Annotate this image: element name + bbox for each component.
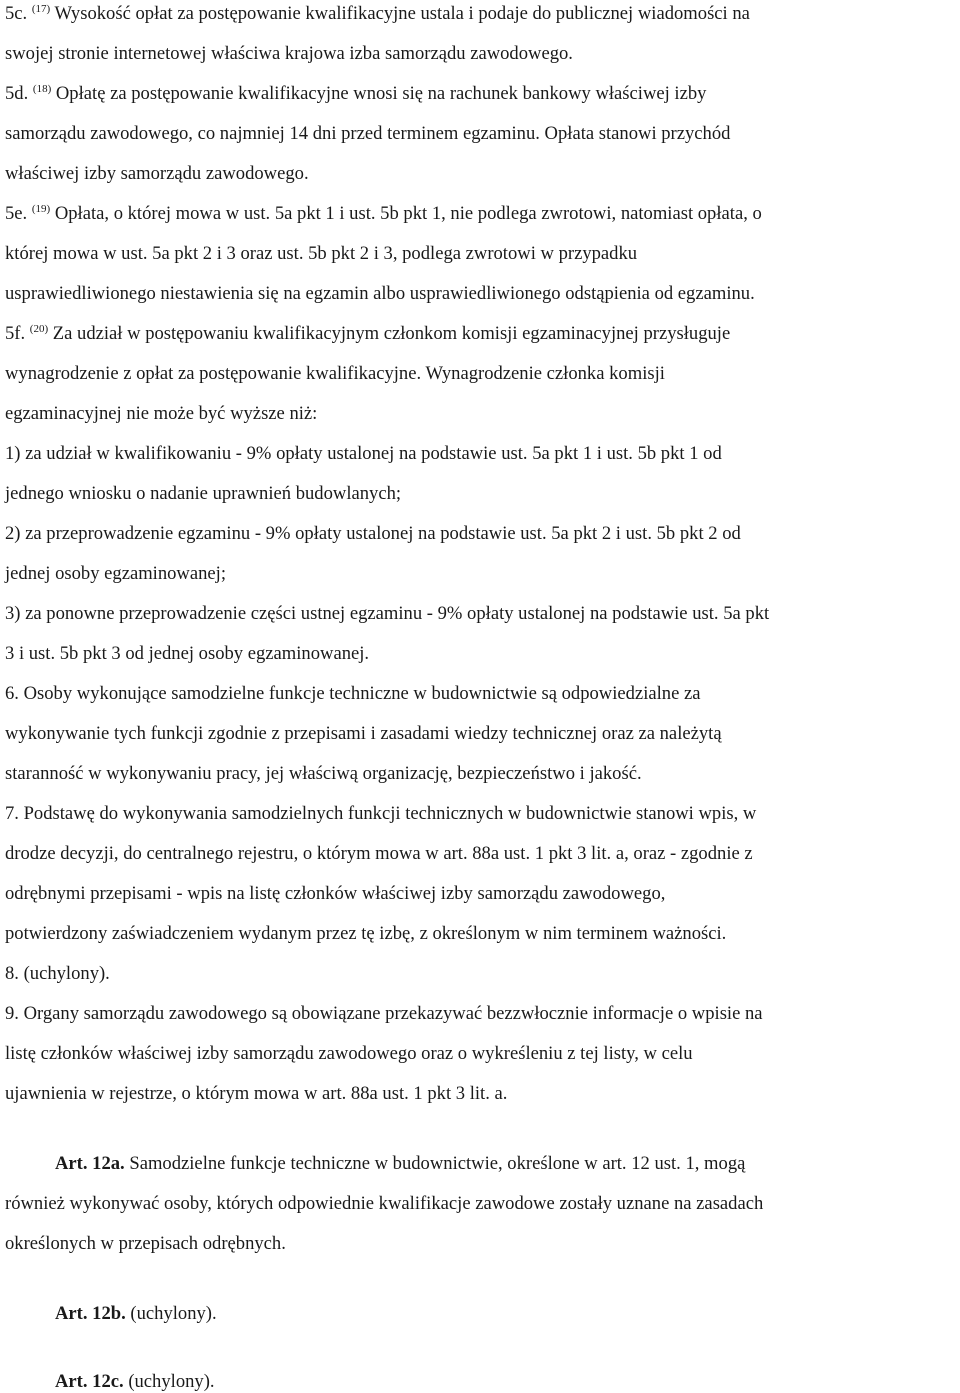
para-6-line-1: 6. Osoby wykonujące samodzielne funkcje techniczne w budownictwie są odpowiedzialne za — [5, 683, 701, 704]
para-6-line-3: staranność w wykonywaniu pracy, jej właściwą organizację, bezpieczeństwo i jakość. — [5, 763, 642, 784]
article-12b-label: Art. 12b. — [55, 1303, 126, 1324]
para-9-line-2: listę członków właściwej izby samorządu zawodowego oraz o wykreśleniu z tej listy, w celu — [5, 1043, 693, 1064]
para-5f-line-1: 5f. $^{(20)}$ Za udział w postępowaniu kwalifikacyjnym członkom komisji egzaminacyjnej przysługuje — [5, 323, 731, 344]
footnote-ref-20: (20) — [29, 323, 49, 335]
para-7-line-3: odrębnymi przepisami - wpis na listę członków właściwej izby samorządu zawodowego, — [5, 883, 666, 904]
para-5f-item-3-line-1: 3) za ponowne przeprowadzenie części ustnej egzaminu - 9% opłaty ustalonej na podstawie ust. 5a pkt — [5, 603, 770, 624]
para-8-line-1: 8. (uchylony). — [5, 963, 110, 984]
para-7-line-1: 7. Podstawę do wykonywania samodzielnych funkcji technicznych w budownictwie stanowi wpis, w — [5, 803, 757, 824]
article-12c-line-1: Art. 12c. (uchylony). — [55, 1371, 215, 1392]
para-5c-line-1: 5c. $^{(17)}$ Wysokość opłat za postępowanie kwalifikacyjne ustala i podaje do publicznej wiadomości na — [5, 3, 750, 24]
para-5d-number: 5d. — [5, 83, 29, 104]
para-6-line-2: wykonywanie tych funkcji zgodnie z przepisami i zasadami wiedzy technicznej oraz za należytą — [5, 723, 722, 744]
para-5c-line-2: swojej stronie internetowej właściwa krajowa izba samorządu zawodowego. — [5, 43, 573, 64]
article-12b-line-1: Art. 12b. (uchylony). — [55, 1303, 217, 1324]
para-7-line-4: potwierdzony zaświadczeniem wydanym przez tę izbę, z określonym w nim terminem ważności. — [5, 923, 727, 944]
para-5f-number: 5f. — [5, 323, 26, 344]
para-5f-item-3-line-2: 3 i ust. 5b pkt 3 od jednej osoby egzaminowanej. — [5, 643, 370, 664]
article-12a-line-1: Art. 12a. Samodzielne funkcje techniczne w budownictwie, określone w art. 12 ust. 1, mogą — [55, 1153, 746, 1174]
para-5f-line-2: wynagrodzenie z opłat za postępowanie kwalifikacyjne. Wynagrodzenie członka komisji — [5, 363, 665, 384]
para-5d-line-1: 5d. $^{(18)}$ Opłatę za postępowanie kwalifikacyjne wnosi się na rachunek bankowy właściwej izby — [5, 83, 707, 104]
para-5f-item-1-line-2: jednego wniosku o nadanie uprawnień budowlanych; — [5, 483, 402, 504]
article-12a-line-2: również wykonywać osoby, których odpowiednie kwalifikacje zawodowe zostały uznane na zasadach — [5, 1193, 764, 1214]
footnote-ref-19: (19) — [31, 203, 51, 215]
para-5e-line-2: której mowa w ust. 5a pkt 2 i 3 oraz ust. 5b pkt 2 i 3, podlega zwrotowi w przypadku — [5, 243, 638, 264]
footnote-ref-18: (18) — [32, 83, 52, 95]
para-5d-line-2: samorządu zawodowego, co najmniej 14 dni przed terminem egzaminu. Opłata stanowi przychód — [5, 123, 731, 144]
para-5f-item-1-line-1: 1) za udział w kwalifikowaniu - 9% opłaty ustalonej na podstawie ust. 5a pkt 1 i ust. 5b pkt 1 od — [5, 443, 722, 464]
article-12a-label: Art. 12a. — [55, 1153, 125, 1174]
para-5f-line-3: egzaminacyjnej nie może być wyższe niż: — [5, 403, 318, 424]
footnote-ref-17: (17) — [31, 3, 51, 15]
article-12a-line-3: określonych w przepisach odrębnych. — [5, 1233, 286, 1254]
article-12c-label: Art. 12c. — [55, 1371, 124, 1392]
para-5e-line-3: usprawiedliwionego niestawienia się na egzamin albo usprawiedliwionego odstąpienia od egzaminu. — [5, 283, 755, 304]
para-5d-line-3: właściwej izby samorządu zawodowego. — [5, 163, 309, 184]
para-9-line-3: ujawnienia w rejestrze, o którym mowa w art. 88a ust. 1 pkt 3 lit. a. — [5, 1083, 508, 1104]
para-5e-line-1: 5e. $^{(19)}$ Opłata, o której mowa w ust. 5a pkt 1 i ust. 5b pkt 1, nie podlega zwrotowi, natomiast opłata, o — [5, 203, 762, 224]
para-9-line-1: 9. Organy samorządu zawodowego są obowiązane przekazywać bezzwłocznie informacje o wpisie na — [5, 1003, 763, 1024]
para-5c-number: 5c. — [5, 3, 28, 24]
para-5e-number: 5e. — [5, 203, 28, 224]
para-5f-item-2-line-2: jednej osoby egzaminowanej; — [5, 563, 226, 584]
para-5f-item-2-line-1: 2) za przeprowadzenie egzaminu - 9% opłaty ustalonej na podstawie ust. 5a pkt 2 i ust. 5b pkt 2 od — [5, 523, 741, 544]
para-7-line-2: drodze decyzji, do centralnego rejestru, o którym mowa w art. 88a ust. 1 pkt 3 lit. a, oraz - zgodnie z — [5, 843, 753, 864]
